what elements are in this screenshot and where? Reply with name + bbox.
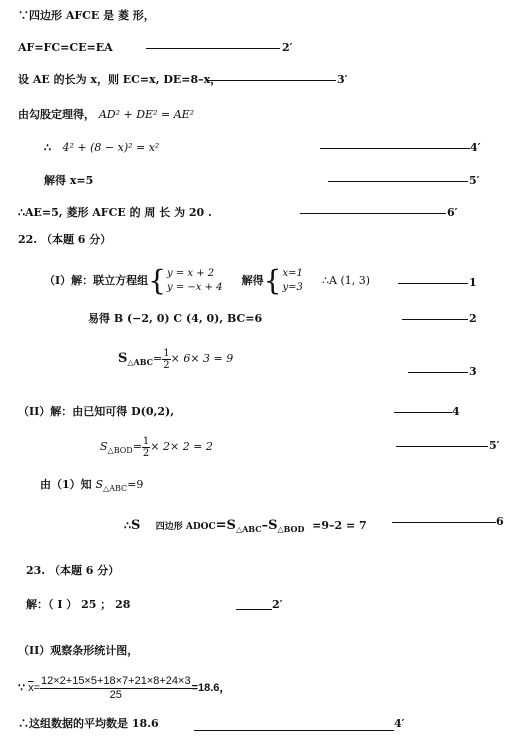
area-value: =9: [127, 478, 144, 491]
score-mark: 4′: [470, 141, 481, 154]
line-q23-part2: （II）观察条形统计图，: [18, 644, 139, 657]
line-perimeter: ∴AE=5, 菱形 AFCE 的 周 长 为 20 .: [18, 206, 212, 219]
pythagoras-formula: AD² + DE² = AE²: [98, 108, 195, 121]
area-symbol: S: [131, 518, 141, 533]
score-mark: 4′: [394, 717, 405, 730]
score-mark: 6′: [447, 206, 458, 219]
score-mark: 6: [496, 515, 504, 528]
numerator: 1: [163, 347, 170, 359]
line-area-abc: [118, 346, 233, 375]
therefore-symbol: ∴: [124, 519, 131, 532]
point-a: ∴A (1, 3): [322, 274, 371, 287]
line-let-ae: 设 AE 的长为 x，则 EC=x, DE=8–x，: [18, 73, 222, 86]
score-rule: [392, 522, 496, 523]
mean-result: =18.6，: [191, 682, 231, 694]
area-expression: × 2× 2 = 2: [150, 440, 213, 453]
line-solution-x: 解得 x=5: [44, 174, 94, 187]
score-rule: [408, 372, 468, 373]
area-subscript: △ABC: [127, 357, 154, 368]
line-rhombus-statement: ∵四边形 AFCE 是 菱 形，: [18, 9, 155, 22]
score-rule: [402, 319, 468, 320]
score-rule: [320, 148, 470, 149]
from-label: 由（1）知: [40, 478, 92, 491]
line-q23-part1: 解：（ I ） 25 ； 28: [26, 598, 131, 611]
area-symbol: S: [95, 478, 104, 491]
area-subscript: △ABC: [103, 484, 128, 494]
equation-system-2: [282, 267, 302, 295]
area-subscript: △BOD: [107, 446, 133, 456]
area-expression: × 6× 3 = 9: [170, 352, 234, 365]
question-22-heading: 22. （本题 6 分）: [18, 233, 112, 246]
area-subscript: △ABC: [235, 524, 262, 535]
numerator: 1: [142, 435, 150, 447]
mean-symbol: $\overline{x}$: [28, 682, 34, 694]
score-mark: 2′: [282, 41, 293, 54]
part1-label: （I）解：联立方程组: [44, 274, 149, 287]
quadrilateral-label: 四边形 ADOC: [155, 522, 216, 532]
area-symbol: S: [100, 440, 108, 453]
equation-line: y = −x + 4: [166, 282, 223, 293]
because-symbol: ∵: [18, 682, 25, 694]
brace-symbol: {: [263, 264, 282, 297]
score-mark: 1: [469, 276, 477, 289]
denominator: 2: [142, 447, 150, 459]
line-quadrilateral-area: [124, 516, 367, 539]
brace-symbol: {: [148, 264, 166, 297]
line-pythagoras: [18, 107, 194, 123]
equation-expression: 4² + (8 − x)² = x²: [62, 141, 160, 154]
solve-label: 解得: [241, 274, 264, 287]
score-rule: [398, 283, 468, 284]
denominator: 2: [163, 359, 170, 371]
line-equal-sides: AF=FC=CE=EA: [18, 41, 113, 54]
line-system-of-equations: [44, 264, 370, 298]
line-area-bod: [100, 434, 213, 464]
score-mark: 3: [469, 365, 477, 378]
pythagoras-label: 由勾股定理得，: [18, 108, 95, 121]
line-equation: [44, 140, 159, 156]
score-mark: 5′: [469, 174, 480, 187]
score-rule: [394, 412, 452, 413]
score-rule: [396, 446, 488, 447]
mean-fraction: [40, 675, 192, 702]
quadrilateral-value: =9–2 = 7: [312, 519, 367, 532]
equation-line: x=1: [282, 268, 303, 279]
score-mark: 2: [469, 312, 477, 325]
line-final-mean: ∴这组数据的平均数是 18.6: [18, 717, 159, 730]
therefore-symbol: ∴: [44, 141, 51, 154]
score-rule: [146, 48, 280, 49]
line-points-bc: 易得 B (−2, 0) C (4, 0), BC=6: [88, 312, 263, 325]
equation-line: y=3: [282, 282, 303, 293]
equation-line: y = x + 2: [166, 268, 215, 279]
score-rule: [328, 181, 468, 182]
area-subscript: △BOD: [277, 524, 305, 535]
line-from-part1: [40, 477, 143, 497]
area-symbol: S: [118, 351, 128, 366]
equals-sign: =: [33, 682, 40, 694]
score-rule: [236, 609, 272, 610]
question-23-heading: 23. （本题 6 分）: [26, 564, 120, 577]
score-mark: 4: [452, 405, 460, 418]
score-mark: 3′: [337, 73, 348, 86]
score-mark: 2′: [272, 598, 283, 611]
line-mean-formula: [18, 672, 230, 704]
score-rule: [194, 730, 394, 731]
score-mark: 5′: [489, 439, 500, 452]
equation-system-1: [167, 267, 223, 295]
score-rule: [206, 80, 336, 81]
denominator: 25: [109, 688, 122, 701]
equals-area-symbol: =S: [215, 518, 236, 533]
equals-sign: =: [153, 352, 163, 365]
score-rule: [300, 213, 446, 214]
minus-area-symbol: –S: [261, 518, 278, 533]
numerator: 12×2+15×5+18×7+21×8+24×3: [41, 674, 191, 687]
equals-sign: =: [132, 440, 142, 453]
fraction-one-half: [162, 348, 170, 371]
line-part2-d: （II）解：由已知可得 D(0,2),: [18, 405, 175, 418]
